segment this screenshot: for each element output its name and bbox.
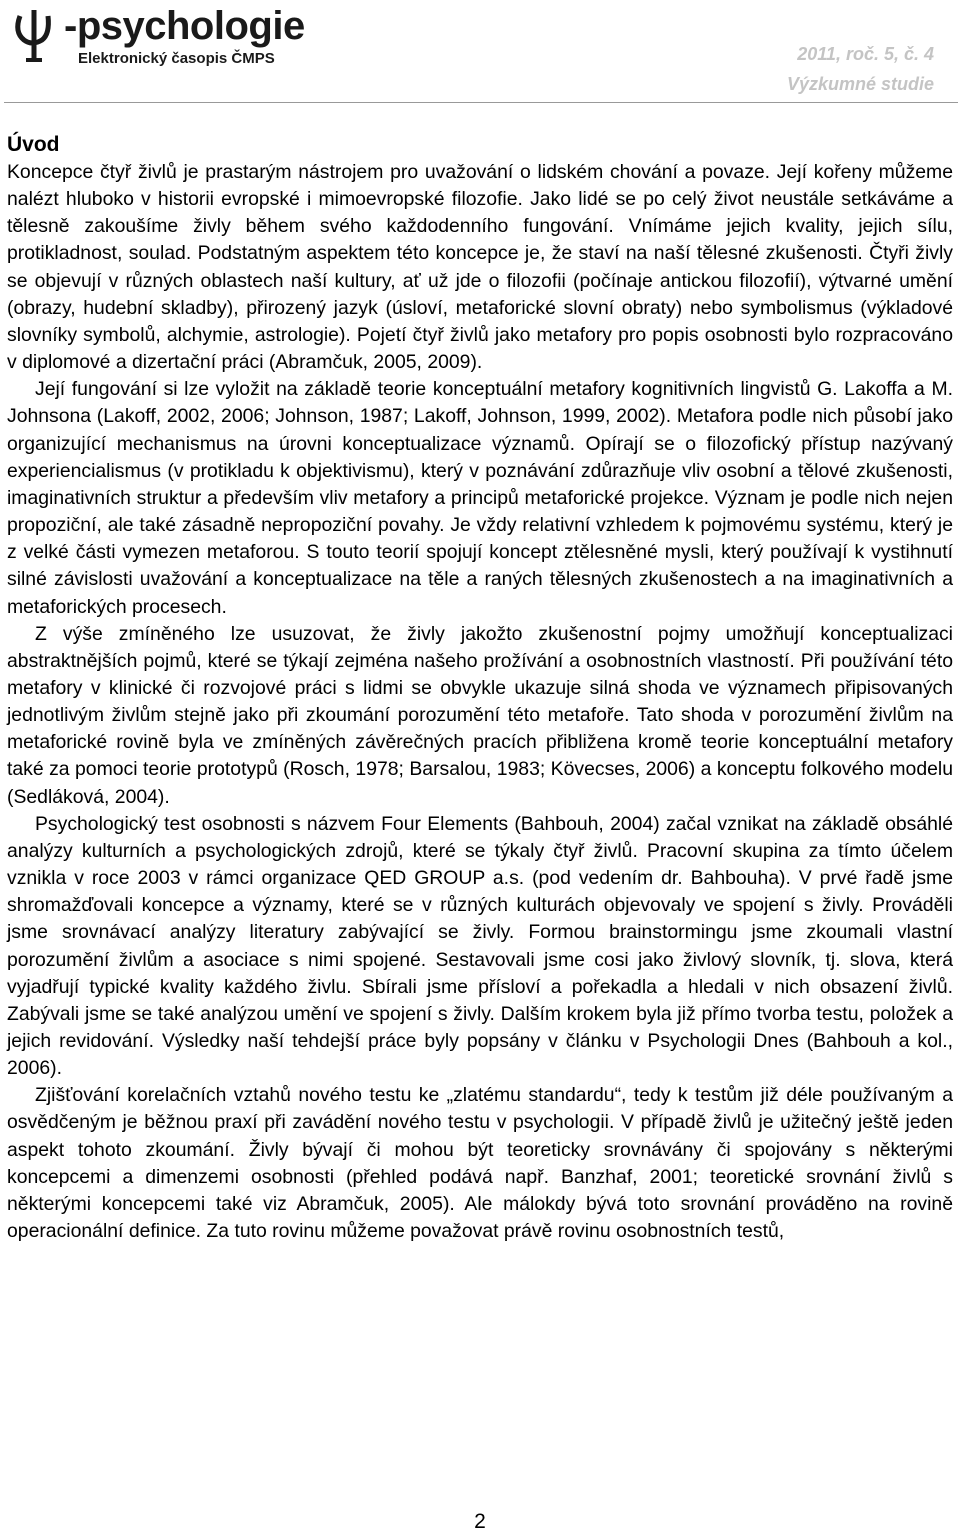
- logo-subtitle: Elektronický časopis ČMPS: [78, 50, 275, 67]
- paragraph: Z výše zmíněného lze usuzovat, že živly jakožto zkušenostní pojmy umožňují konceptualizaci abstraktnějších pojmů, které se týkají zejména našeho prožívání a osobnostních vlastností. Při používání této metafory v klinické či rozvojové práci s lidmi se obvykle ukazuje silná shoda ve významech připisovaných jednotlivým živlům stejně jako při zkoumání porozumění této metafoře. Tato shoda v porozumění živlům na metaforické rovině byla ve zmíněných závěrečných pracích přibližena kromě teorie konceptuální metafory také za pomoci teorie prototypů (Rosch, 1978; Barsalou, 1983; Kövecses, 2006) a konceptu folkového modelu (Sedláková, 2004).: [7, 622, 953, 808]
- paragraph: Koncepce čtyř živlů je prastarým nástrojem pro uvažování o lidském chování a povaze. Její kořeny můžeme nalézt hluboko v historii evropské i mimoevropské filozofie. Jako lidé se po celý život neustále setkáváme a tělesně zakoušíme živly během svého každodenního fungování. Vnímáme jejich kvality, jejich sílu, protikladnost, soulad. Podstatným aspektem této koncepce je, že staví na naší tělesné zkušenosti. Čtyři živly se objevují v různých oblastech naší kultury, ať už jde o filozofii (počínaje antickou filozofií), výtvarné umění (obrazy, hudební skladby), přirozený jazyk (úsloví, metaforické slovní obraty) nebo symbolismus (výkladové slovníky symbolů, alchymie, astrologie). Pojetí čtyř živlů jako metafory pro popis osobnosti bylo rozpracováno v diplomové a dizertační práci (Abramčuk, 2005, 2009).: [7, 161, 953, 374]
- section-heading: Úvod: [7, 133, 60, 156]
- page-number: 2: [474, 1510, 486, 1533]
- journal-header: [0, 0, 960, 104]
- psi-symbol-icon: [8, 6, 68, 64]
- logo-title: -psychologie: [64, 4, 305, 48]
- paragraph: Zjišťování korelačních vztahů nového testu ke „zlatému standardu“, tedy k testům již déle používaným a osvědčeným je běžnou praxí při zavádění nového testu v psychologii. V případě živlů je užitečný ještě jeden aspekt tohoto zkoumání. Živly bývají či mohou být teoreticky srovnávány či spojovány s některými koncepcemi a dimenzemi osobnosti (přehled podává např. Banzhaf, 2001; teoretické srovnání živlů s některými koncepcemi také viz Abramčuk, 2005). Ale málokdy bývá toto srovnání prováděno na rovině operacionální definice. Za tuto rovinu můžeme považovat právě rovinu osobnostních testů,: [7, 1084, 953, 1243]
- section-type: Výzkumné studie: [786, 74, 934, 94]
- header-divider: [4, 102, 958, 103]
- paragraph: Psychologický test osobnosti s názvem Four Elements (Bahbouh, 2004) začal vznikat na základě obsáhlé analýzy kulturních a psychologických zdrojů, které se týkaly čtyř živlů. Pracovní skupina za tímto účelem vznikla v roce 2003 v rámci organizace QED GROUP a.s. (pod vedením dr. Bahbouha). V prvé řadě jsme shromažďovali koncepce a významy, které se v různých kulturách objevovaly ve spojení s živly. Prováděli jsme srovnávací analýzy literatury zabývající se živly. Formou brainstormingu jsme zkoumali vlastní porozumění živlům a asociace s nimi spojené. Sestavovali jsme cosi jako živlový slovník, tj. slova, která vyjadřují typické kvality každého živlu. Sbírali jsme přísloví a pořekadla a hledali v nich obsazení živlů. Zabývali jsme se také analýzou umění ve spojení s živly. Dalším krokem byla již přímo tvorba testu, položek a jejich revidování. Výsledky naší tehdejší práce byly popsány v článku v Psychologii Dnes (Bahbouh a kol., 2006).: [7, 812, 953, 1080]
- paragraph: Její fungování si lze vyložit na základě teorie konceptuální metafory kognitivních lingvistů G. Lakoffa a M. Johnsona (Lakoff, 2002, 2006; Johnson, 1987; Lakoff, Johnson, 1999, 2002). Metafora podle nich působí jako organizující mechanismus na úrovni konceptualizace významů. Opírají se o filozofický přístup nazývaný experiencialismus (v protikladu k objektivismu), který v poznávání zdůrazňuje vliv osobní a tělové zkušenosti, imaginativních struktur a především vliv metafory a principů metaforické projekce. Význam je podle nich nejen propoziční, ale také zásadně nepropoziční povahy. Je vždy relativní vzhledem k pojmovému systému, který je z velké části vymezen metaforou. S touto teorií spojují koncept ztělesněné mysli, který používají k vystihnutí silné závislosti uvažování a konceptualizace na těle a raných tělesných zkušenostech a na imaginativních a metaforických procesech.: [7, 378, 953, 618]
- issue-info: 2011, roč. 5, č. 4: [797, 44, 934, 64]
- article-body: [7, 131, 953, 1245]
- journal-logo: [8, 6, 368, 70]
